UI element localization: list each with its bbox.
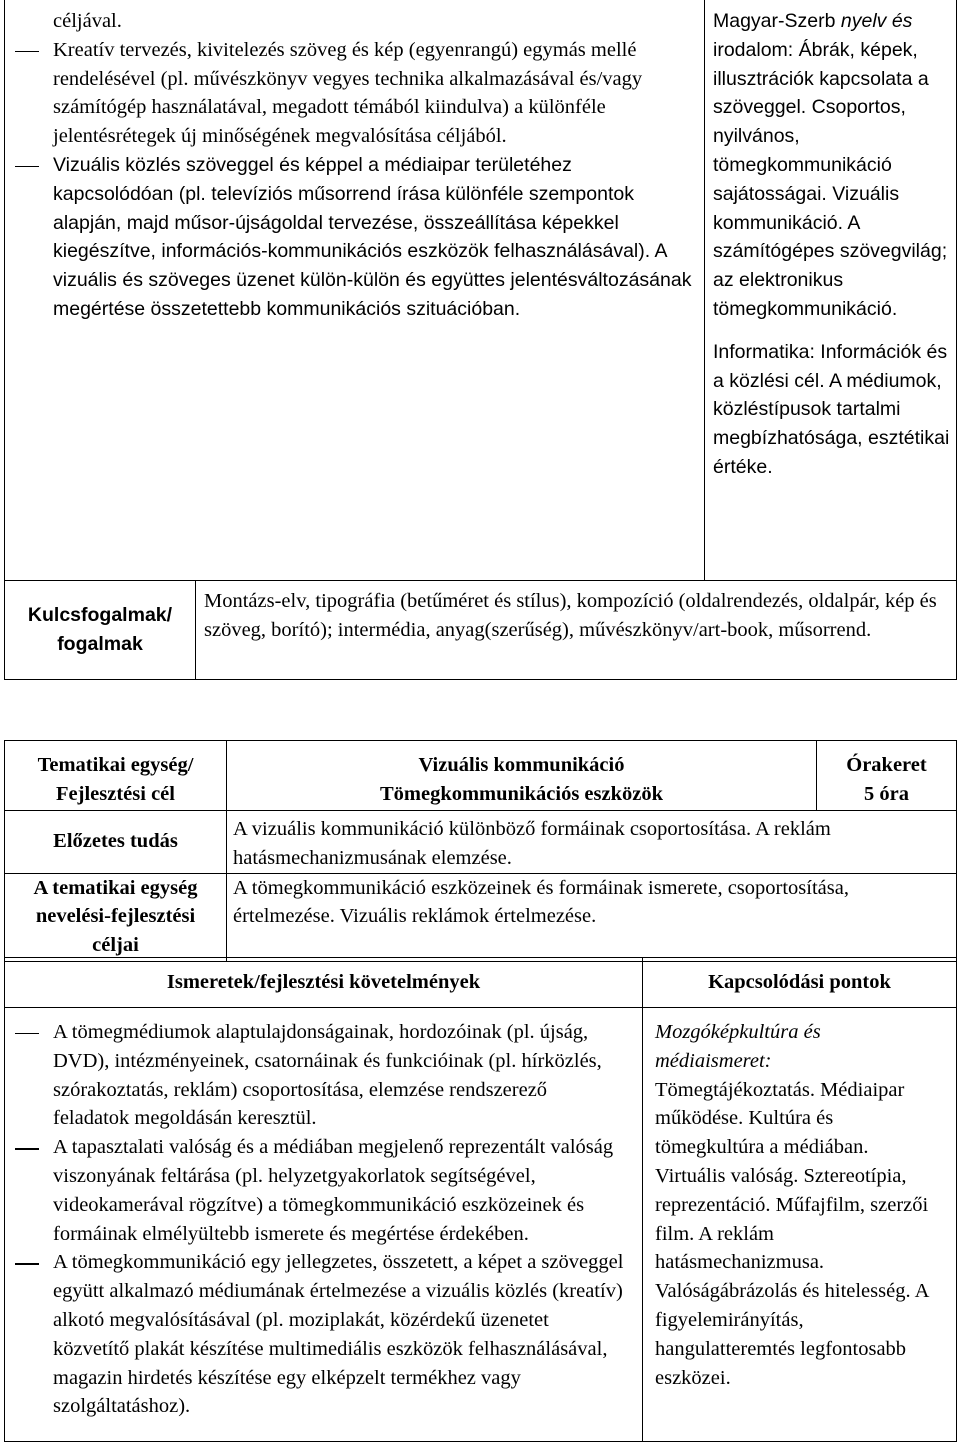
links-block-1 bbox=[713, 7, 950, 324]
links-text: Tömegtájékoztatás. Médiaipar működése. Kultúra és tömegkultúra a médiában. Virtuális valóság. Sztereotípia, reprezentáció. Műfajfilm, szerzői film. A reklám hatásmechanizmusa. Valóságábrázolás és hitelesség. A figyelemirányítás, hangulatteremtés legfontosabb eszközei. bbox=[655, 1078, 929, 1389]
unit-title-cell bbox=[227, 741, 817, 811]
unit-title: Vizuális kommunikáció bbox=[418, 754, 625, 776]
links-block-2 bbox=[713, 338, 950, 482]
links-header: Kapcsolódási pontok bbox=[643, 958, 957, 1008]
list-item: A tömegmédiumok alaptulajdonságainak, hordozóinak (pl. újság, DVD), intézményeinek, csatornáinak és funkcióinak (pl. hírközlés, szórakoztatás, reklám) csoportosítása, elemzése rendszerező feladatok megoldásán keresztül. bbox=[5, 1018, 628, 1133]
links-subject-italic: nyelv és bbox=[840, 10, 913, 32]
unit-header-table bbox=[4, 740, 957, 962]
prior-knowledge-label: Előzetes tudás bbox=[5, 811, 227, 874]
prior-knowledge-text: A vizuális kommunikáció különböző formáinak csoportosítása. A reklám hatásmechanizmusának elemzése. bbox=[227, 811, 957, 874]
hours-label: Órakeret bbox=[846, 754, 927, 776]
hours-cell bbox=[817, 741, 957, 811]
links-text: Információk és a közlési cél. A médiumok, közléstípusok tartalmi megbízhatósága, esztétikai értéke. bbox=[713, 340, 950, 478]
links-subject: Magyar-Szerb bbox=[713, 10, 841, 32]
previous-unit-table bbox=[4, 0, 957, 680]
requirements-table bbox=[4, 957, 957, 1442]
unit-subtitle: Tömegkommunikációs eszközök bbox=[379, 782, 664, 805]
requirements-cell bbox=[5, 0, 705, 581]
continuation-text: céljával. bbox=[53, 10, 122, 32]
links-subject: Informatika: bbox=[713, 340, 815, 363]
hours-value: 5 óra bbox=[864, 782, 909, 805]
key-concepts-text: Montázs-elv, tipográfia (betűméret és stílus), kompozíció (oldalrendezés, oldalpár, kép és szöveg, borító); intermédia, anyag(szerűség), művészkönyv/art-book, műsorrend. bbox=[196, 581, 957, 680]
links-text: irodalom: Ábrák, képek, illusztrációk kapcsolata a szöveggel. Csoportos, nyilvános, tömegkommunikáció sajátosságai. Vizuális kommunikáció. A számítógépes szövegvilág; az elektronikus tömegkommunikáció. bbox=[713, 38, 948, 320]
list-item: Kreatív tervezés, kivitelezés szöveg és kép (egyenrangú) egymás mellé rendelésével (pl. művészkönyv vegyes technika alkalmazásával és/vagy számítógép használatával, megadott témából kiindulva) a különféle jelentésrétegek új minőségének megvalósítása céljából. bbox=[5, 36, 696, 151]
list-item: A tapasztalati valóság és a médiában megjelenő reprezentált valóság viszonyának feltárása (pl. helyzetgyakorlatok segítségével, videokamerával rögzítve) a tömegkommunikáció eszközeinek és formáinak elmélyültebb ismerete és megértése érdekében. bbox=[5, 1133, 628, 1248]
list-item: A tömegkommunikáció egy jellegzetes, összetett, a képet a szöveggel együtt alkalmazó médiumának értelmezése a vizuális közlés (kreatív) alkotó megvalósításával (pl. moziplakát, közérdekű üzenetet közvetítő plakát készítése multimediális eszközök felhasználásával, magazin hirdetés készítése egy elképzelt termékhez vagy szolgáltatáshoz). bbox=[5, 1248, 628, 1421]
connection-points-cell bbox=[705, 0, 957, 581]
connection-points-cell bbox=[643, 1008, 957, 1442]
thematic-unit-label: Tematikai egység/ Fejlesztési cél bbox=[5, 741, 227, 811]
goals-label: A tematikai egység nevelési-fejlesztési céljai bbox=[5, 873, 227, 961]
requirements-list bbox=[5, 1008, 643, 1442]
goals-text: A tömegkommunikáció eszközeinek és formáinak ismerete, csoportosítása, értelmezése. Vizuális reklámok értelmezése. bbox=[227, 873, 957, 961]
links-subject: Mozgóképkultúra és médiaismeret: bbox=[655, 1021, 821, 1072]
key-concepts-label: Kulcsfogalmak/ fogalmak bbox=[5, 581, 196, 680]
requirements-header: Ismeretek/fejlesztési követelmények bbox=[5, 958, 643, 1008]
list-item: Vizuális közlés szöveggel és képpel a médiaipar területéhez kapcsolódóan (pl. televíziós műsorrend írása különféle szempontok alapján, majd műsor-újságoldal tervezése, összeállítása képekkel kiegészítve, információs-kommunikációs eszközök felhasználásával). A vizuális és szöveges üzenet külön-külön és együttes jelentésváltozásának megértése összetettebb kommunikációs szituációban. bbox=[5, 151, 696, 324]
